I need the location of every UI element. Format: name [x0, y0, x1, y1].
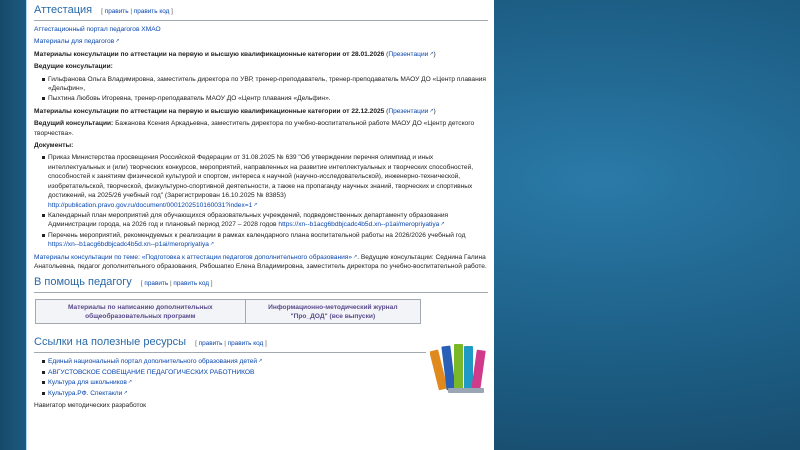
attestation-portal-link[interactable]: Аттестационный портал педагогов ХМАО	[34, 26, 161, 33]
doc-link[interactable]: https://xn--b1acg6bdbjcadc4b5d.xn--p1ai/meropriyatiya ↗	[278, 221, 444, 228]
resource-link[interactable]: АВГУСТОВСКОЕ СОВЕЩАНИЕ ПЕДАГОГИЧЕСКИХ РАБОТНИКОВ	[48, 368, 255, 376]
edit-links: [ править | править код ]	[101, 8, 173, 15]
jan-consultation-text: Материалы консультации по аттестации на первую и высшую квалификационные категории от 28.01.2026	[34, 50, 385, 58]
leaders-list	[42, 75, 488, 104]
edit-separator: |	[130, 8, 132, 15]
edit-link[interactable]: править	[104, 8, 129, 15]
wiki-content: Аттестация [ править | править код ] Аттестационный портал педагогов ХМАО Материалы для педагогов ↗ Материалы консультации по аттестации на первую и высшую квалификационные категории от 28.01.2026 (Презентации ↗ ) Ведущие консультации: Гильфанова Ольга Владимировна, заместитель директора по УВР, тренер-преподаватель, тренер-преподаватель МАОУ ДО «Центр плавания «Дельфин», Пыхтина Любовь Игоревна, тренер-преподаватель МАОУ ДО «Центр плавания «Дельфин». Материалы консультации по аттестации на первую и высшую квалификационные категории от 22.12.2025 (Презентации ↗ ) Ведущий консультации: Бажанова Ксения Аркадьевна, заместитель директора по учебно-воспитательной работе МАОУ ДО «Центр детского творчества». Документы: Приказ Министерства просвещения Российской Федерации от 31.08.2025 № 639 "Об утверждении перечня олимпиад и иных интеллектуальных и (или) творческих конкурсов, мероприятий, направленных на развитие интеллектуальных и творческих способностей, способностей к занятиям физической культурой и спортом, интереса к научной (научно-исследовательской), инженерно-технической, изобретательской, творческой, физкультурно-спортивной деятельности, а также на пропаганду научных знаний, творческих и спортивных достижений, на 2025/26 учебный год" (Зарегистрирован 16.10.2025 № 83853) http://publication.pravo.gov.ru/document/0001202510160031?index=1 ↗ Календарный план мероприятий для обучающихся образовательных учреждений, подведомственных департаменту образования Администрации города, на 2026 год и плановый период 2027 – 2028 годов https://xn--b1acg6bdbjcadc4b5d.xn--p1ai/meropriyatiya ↗ Перечень мероприятий, рекомендуемых к реализации в рамках календарного плана воспитательной работы на 2026/2026 учебный год https://xn--b1acg6bdbjcadc4b5d.xn--p1ai/meropriyatiya ↗ Материалы консультации по теме: «Подготовка к аттестации педагогов дополнительного образования» ↗ . Ведущие консультации: Седнина Галина Анатольевна, педагог дополнительного образования, Рябошапко Елена Владимировна, заместитель директора по учебно-воспитательной работе. В помощь педагогу [ править | править код ] Материалы по написанию дополнительных общеобразовательных программ Информационно-методический журнал "Про_ДОД" (все выпуски) Ссылки на полезные ресурсы [ править | править код ] Единый национальный портал дополнительного образования детей ↗ АВГУСТОВСКОЕ СОВЕЩАНИЕ ПЕДАГОГИЧЕСКИХ РАБОТНИКОВ Культура для школьников ↗ Культура.РФ. Спектакли ↗ Навигатор методических разработок	[26, 0, 494, 450]
edit-source-link[interactable]: править код	[227, 340, 264, 348]
list-item	[42, 357, 488, 366]
list-item	[42, 378, 488, 387]
cell-label: Информационно-методический журнал "Про_ДОД" (все выпуски)	[268, 303, 398, 320]
list-item	[42, 153, 488, 209]
resources-list	[42, 357, 488, 398]
section-title: В помощь педагогу	[34, 276, 132, 289]
resource-link[interactable]: Культура для школьников ↗	[48, 379, 132, 386]
journal-cell[interactable]	[245, 300, 420, 324]
section-title: Ссылки на полезные ресурсы	[34, 336, 186, 349]
help-table	[35, 299, 421, 324]
leading-label: Ведущие консультации:	[34, 63, 113, 71]
resource-link[interactable]: Единый национальный портал дополнительного образования детей ↗	[48, 358, 262, 365]
doc-link[interactable]: http://publication.pravo.gov.ru/document/0001202510160031?index=1 ↗	[48, 202, 257, 209]
edit-link[interactable]: править	[198, 340, 223, 348]
dec-consultation-text: Материалы консультации по аттестации на первую и высшую квалификационные категории от 22.12.2025	[34, 107, 385, 115]
materials-link[interactable]: Материалы для педагогов ↗	[34, 38, 119, 45]
list-item	[42, 231, 488, 250]
edit-source-link[interactable]: править код	[133, 8, 170, 15]
list-item: Гильфанова Ольга Владимировна, заместитель директора по УВР, тренер-преподаватель, тренер-преподаватель МАОУ ДО «Центр плавания «Дельфин»,	[42, 75, 488, 94]
documents-label: Документы:	[34, 142, 74, 150]
jan-presentation-link[interactable]: Презентации ↗	[388, 51, 433, 58]
doc-text: Приказ Министерства просвещения Российской Федерации от 31.08.2025 № 639 "Об утверждении перечня олимпиад и иных интеллектуальных и (или) творческих конкурсов, мероприятий, направленных на развитие интеллектуальных и творческих способностей, способностей к занятиям физической культурой и спортом, интереса к научной (научно-исследовательской), инженерно-технической, изобретательской, творческой, физкультурно-спортивной деятельности, а также на пропаганду научных знаний, творческих и спортивных достижений, на 2025/26 учебный год" (Зарегистрирован 16.10.2025 № 83853)	[48, 154, 474, 200]
edit-separator: |	[224, 340, 226, 348]
list-item	[42, 368, 488, 377]
list-item: Пыхтина Любовь Игоревна, тренер-преподаватель МАОУ ДО «Центр плавания «Дельфин».	[42, 94, 488, 103]
section-heading-attestation	[34, 3, 488, 21]
section-heading-links	[34, 335, 426, 353]
edit-separator: |	[169, 280, 172, 288]
documents-list	[42, 153, 488, 249]
topic-leaders-text: . Ведущие консультации: Седнина Галина Анатольевна, педагог дополнительного образования, Рябошапко Елена Владимировна, заместитель директора по учебно-воспитательной работе.	[34, 253, 487, 270]
edit-links: [ править | править код ]	[140, 280, 213, 288]
cell-label: Материалы по написанию дополнительных общеобразовательных программ	[67, 303, 213, 320]
list-item	[42, 389, 488, 398]
doc-text: Календарный план мероприятий для обучающихся образовательных учреждений, подведомственных департаменту образования Администрации города, на 2026 год и плановый период 2027 – 2028 годов	[48, 211, 449, 229]
doc-text: Перечень мероприятий, рекомендуемых к реализации в рамках календарного плана воспитательной работы на 2026/2026 учебный год	[48, 231, 466, 239]
topic-consultation-link[interactable]: Материалы консультации по теме: «Подготовка к аттестации педагогов дополнительного образования» ↗	[34, 254, 357, 261]
section-heading-help	[34, 275, 488, 293]
edit-source-link[interactable]: править код	[173, 280, 209, 288]
edit-link[interactable]: править	[144, 280, 169, 288]
dec-presentation-link[interactable]: Презентации ↗	[388, 108, 433, 115]
edit-links: [ править | править код ]	[195, 340, 267, 348]
navigator-text: Навигатор методических разработок	[34, 401, 146, 409]
list-item	[42, 211, 488, 230]
programs-materials-cell[interactable]	[36, 300, 246, 324]
dec-leader-text: Бажанова Ксения Аркадьевна, заместитель директора по учебно-воспитательной работе МАОУ ДО «Центр детского творчества».	[34, 120, 475, 137]
dec-leader-label: Ведущий консультации:	[34, 120, 114, 128]
section-title: Аттестация	[34, 4, 93, 16]
doc-link[interactable]: https://xn--b1acg6bdbjcadc4b5d.xn--p1ai/meropriyatiya ↗	[48, 241, 214, 248]
resource-link[interactable]: Культура.РФ. Спектакли ↗	[48, 390, 128, 397]
left-background-band	[0, 0, 26, 450]
